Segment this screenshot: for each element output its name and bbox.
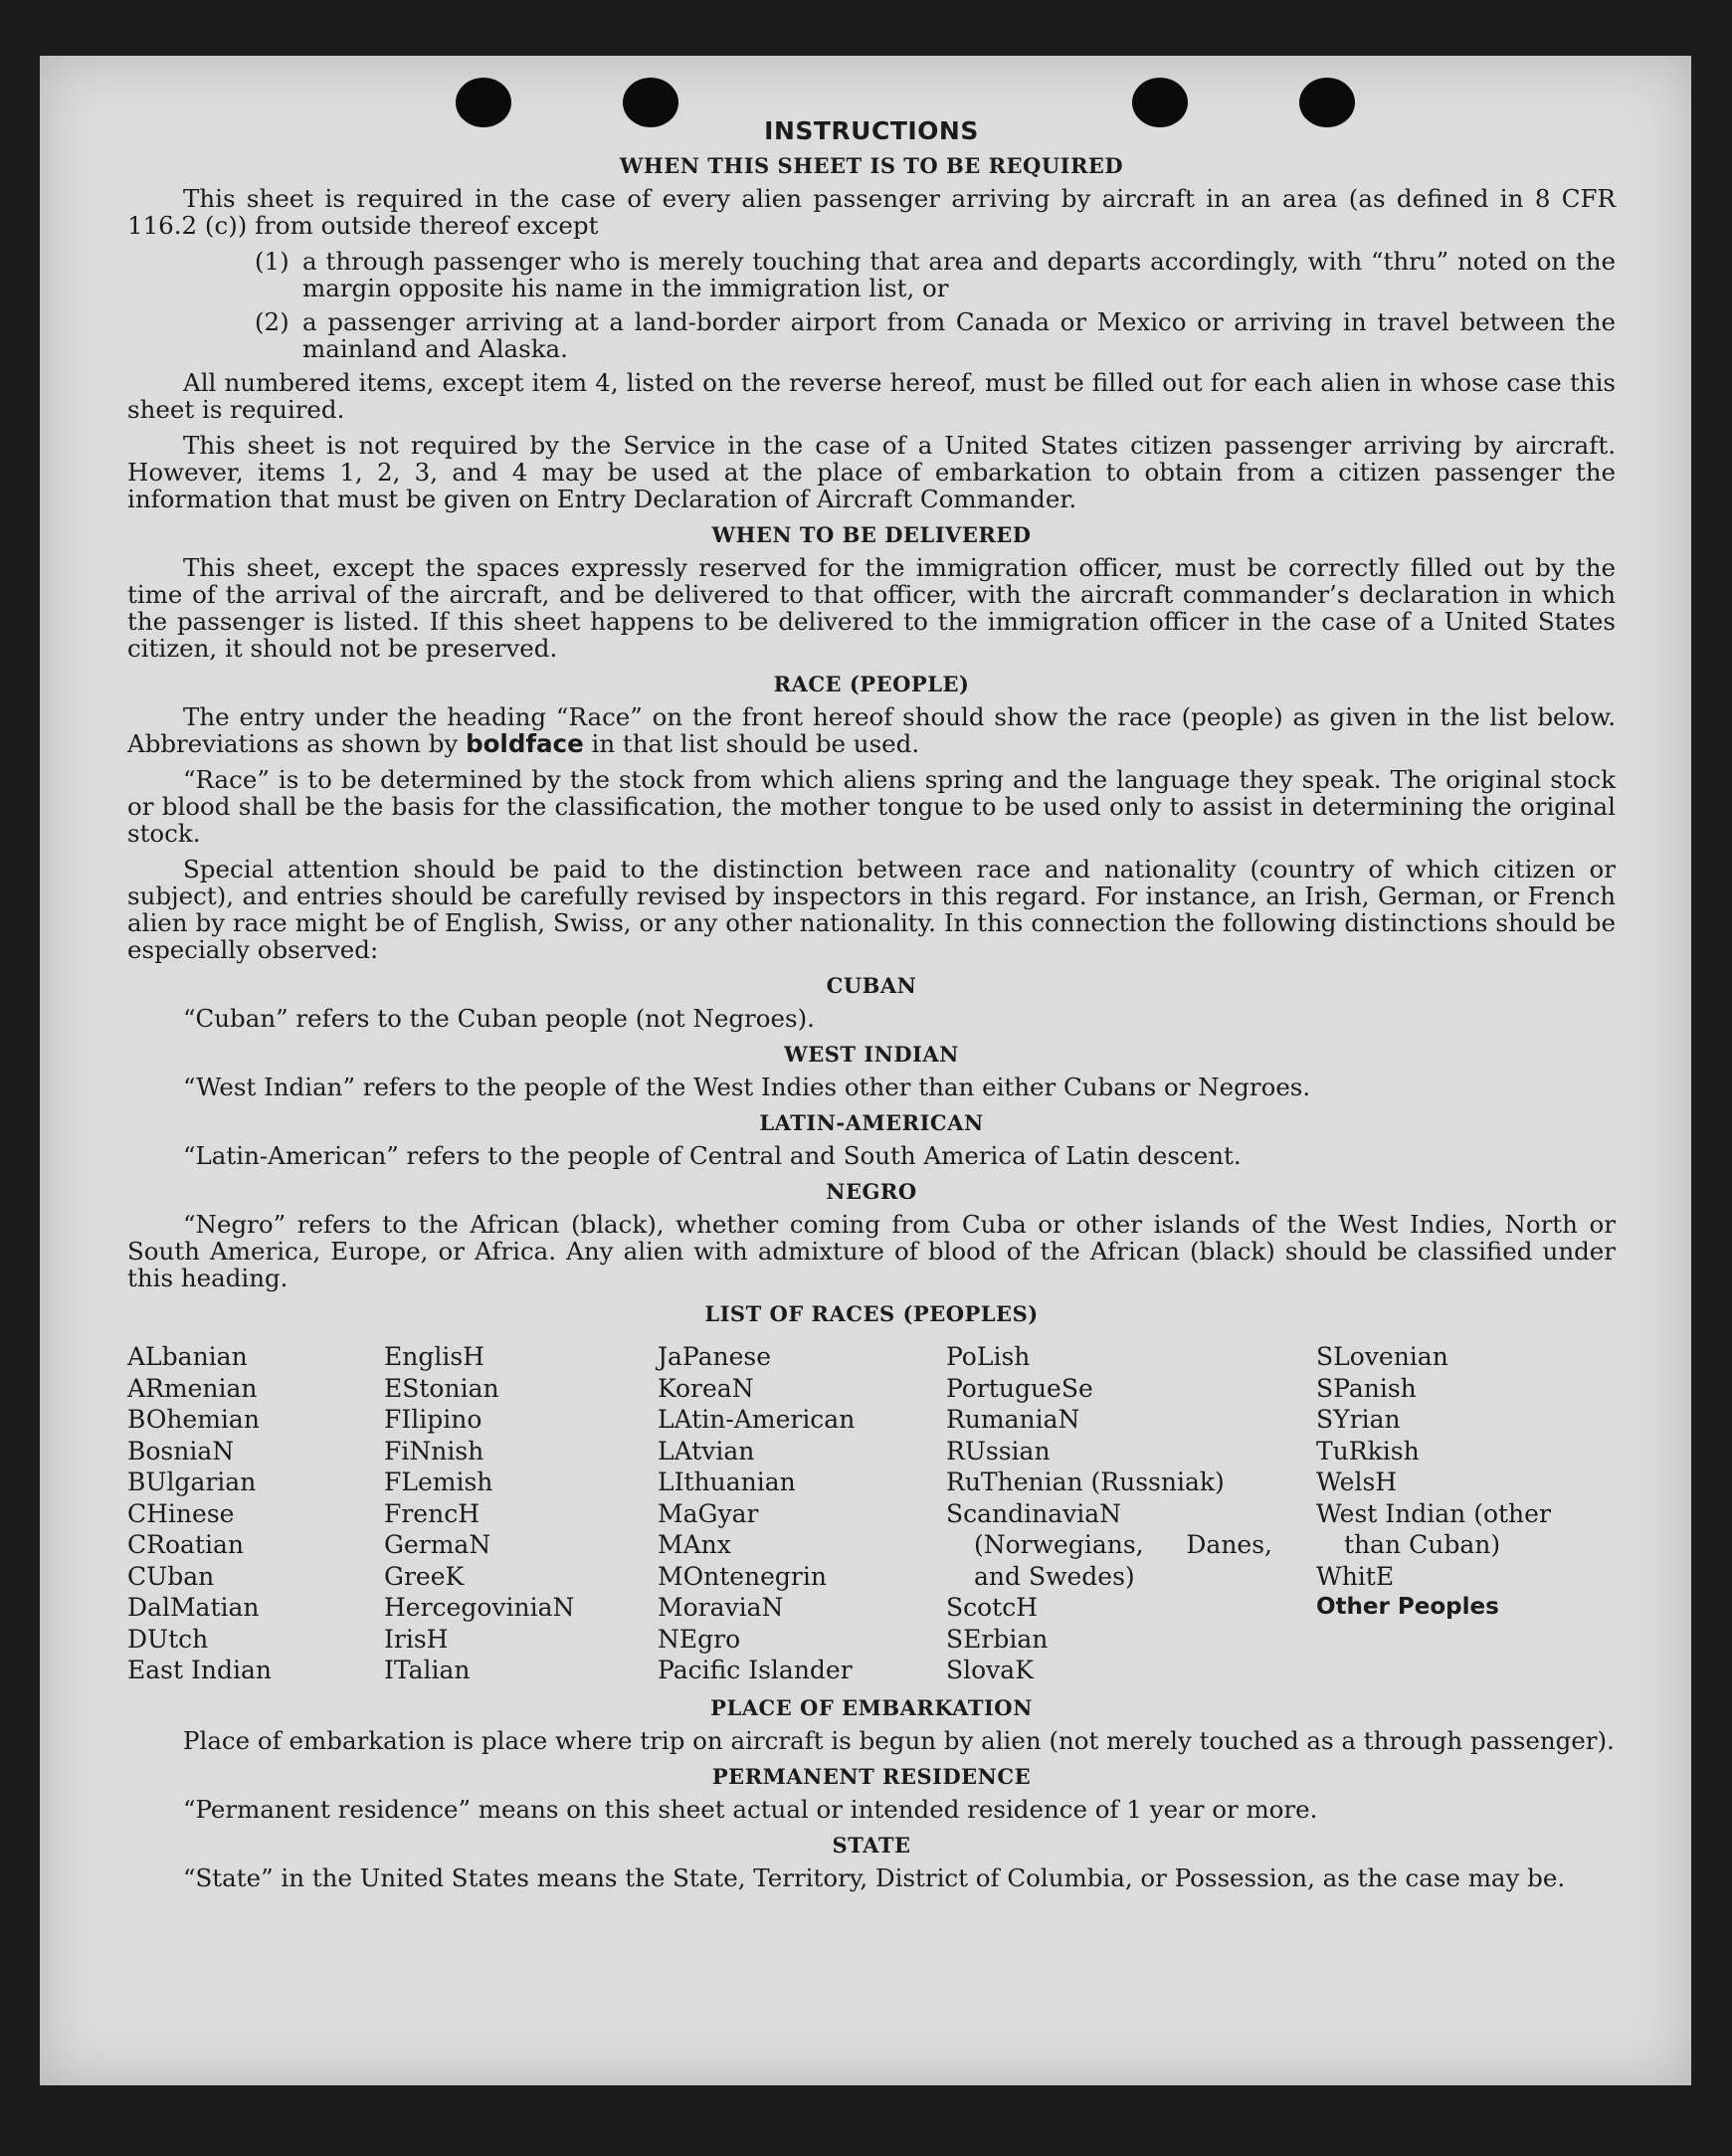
race-entry: East Indian: [127, 1656, 272, 1684]
item-text: a through passenger who is merely touching that area and departs accordingly, with “thru” noted on the margin opposite his name in the immigration list, or: [302, 247, 1616, 302]
section-heading: NEGRO: [826, 1179, 917, 1204]
race-entry: FiNnish: [384, 1436, 484, 1466]
race-entry: SErbian: [946, 1624, 1049, 1654]
race-column: [127, 1341, 384, 1686]
race-entry: BOhemian: [127, 1405, 260, 1434]
race-entry: TuRkish: [1316, 1436, 1420, 1466]
text-run: in that list should be used.: [591, 729, 920, 758]
race-entry: WelsH: [1316, 1468, 1398, 1496]
item-number: (2): [255, 307, 289, 336]
race-list: [127, 1341, 1616, 1686]
paragraph: “Negro” refers to the African (black), whether coming from Cuba or other islands of the West Indies, North or South America, Europe, or Africa. Any alien with admixture of blood of the African (black) should be classified under this heading.: [127, 1210, 1616, 1292]
race-entry: DUtch: [127, 1624, 209, 1654]
race-entry: RUssian: [946, 1436, 1051, 1466]
race-entry: SlovaK: [946, 1656, 1034, 1684]
race-column: [1316, 1341, 1616, 1686]
race-column: [384, 1341, 658, 1686]
race-entry: DalMatian: [127, 1593, 260, 1622]
race-entry: RuThenian (Russniak): [946, 1468, 1225, 1496]
race-entry: SYrian: [1316, 1405, 1401, 1434]
race-entry: SLovenian: [1316, 1342, 1448, 1371]
paragraph: Special attention should be paid to the distinction between race and nationality (country of which citizen or subject), and entries should be carefully revised by inspectors in this regard. For instance, an Irish, German, or French alien by race might be of English, Swiss, or any other nationality. In this connection the following distinctions should be especially observed:: [127, 855, 1616, 964]
paragraph: This sheet is not required by the Service in the case of a United States citizen passenger arriving by aircraft. However, items 1, 2, 3, and 4 may be used at the place of embarkation to obtain from a citizen passenger the information that must be given on Entry Declaration of Aircraft Commander.: [127, 431, 1616, 513]
paragraph: This sheet, except the spaces expressly reserved for the immigration officer, must be correctly filled out by the time of the arrival of the aircraft, and be delivered to that officer, with the aircraft commander’s declaration in which the passenger is listed. If this sheet happens to be delivered to the immigration officer in the case of a United States citizen, it should not be preserved.: [127, 553, 1616, 663]
race-entry: CRoatian: [127, 1530, 244, 1559]
paragraph: [127, 703, 1616, 757]
section-heading: CUBAN: [826, 973, 917, 998]
boldface-word: boldface: [466, 729, 584, 758]
race-entry: HercegoviniaN: [384, 1593, 575, 1622]
race-entry: ScandinaviaN (Norwegians, Danes, and Swedes): [946, 1498, 1272, 1591]
race-entry: WhitE: [1316, 1561, 1395, 1591]
race-entry: ARmenian: [127, 1373, 258, 1403]
paragraph: “Cuban” refers to the Cuban people (not Negroes).: [183, 1004, 815, 1033]
item-text: a passenger arriving at a land-border airport from Canada or Mexico or arriving in travel between the mainland and Alaska.: [302, 307, 1616, 363]
race-entry: ScotcH: [946, 1593, 1039, 1622]
race-entry: Pacific Islander: [658, 1656, 853, 1684]
numbered-item: [127, 308, 1616, 362]
paragraph: Place of embarkation is place where trip on aircraft is begun by alien (not merely touched as a through passenger).: [183, 1725, 1615, 1755]
race-entry: PortugueSe: [946, 1373, 1093, 1403]
race-entry: FrencH: [384, 1498, 480, 1528]
race-entry: CUban: [127, 1561, 215, 1591]
race-entry: RumaniaN: [946, 1405, 1080, 1434]
race-entry: LAtin-American: [658, 1405, 856, 1434]
paragraph: “Race” is to be determined by the stock from which aliens spring and the language they speak. The original stock or blood shall be the basis for the classification, the mother tongue to be used only to assist in determining the original stock.: [127, 765, 1616, 848]
item-number: (1): [255, 247, 289, 276]
section-heading: WHEN TO BE DELIVERED: [711, 522, 1032, 547]
race-entry: SPanish: [1316, 1373, 1417, 1403]
text-run: The entry under the heading “Race” on the front hereof should show the race (people) as given in the list below. Abbreviations as shown by: [127, 702, 1616, 758]
race-entry: GreeK: [384, 1561, 465, 1591]
race-entry: West Indian (other than Cuban): [1316, 1498, 1551, 1559]
race-entry: IrisH: [384, 1624, 449, 1654]
race-entry: PoLish: [946, 1342, 1031, 1371]
page-title: INSTRUCTIONS: [764, 116, 979, 145]
race-column: [658, 1341, 946, 1686]
race-entry: MAnx: [658, 1530, 731, 1559]
section-heading: RACE (PEOPLE): [773, 672, 970, 696]
paragraph: All numbered items, except item 4, listed on the reverse hereof, must be filled out for each alien in whose case this sheet is required.: [127, 368, 1616, 424]
paragraph: “West Indian” refers to the people of the West Indies other than either Cubans or Negroes.: [183, 1073, 1311, 1101]
race-entry: MOntenegrin: [658, 1561, 827, 1591]
paragraph: “State” in the United States means the State, Territory, District of Columbia, or Possession, as the case may be.: [183, 1862, 1566, 1892]
race-entry: LAtvian: [658, 1436, 755, 1466]
section-heading: WHEN THIS SHEET IS TO BE REQUIRED: [619, 153, 1124, 178]
paragraph: “Latin-American” refers to the people of Central and South America of Latin descent.: [183, 1141, 1242, 1170]
race-column: [946, 1341, 1316, 1686]
race-entry: FIlipino: [384, 1405, 482, 1434]
section-heading: LATIN-AMERICAN: [759, 1110, 984, 1135]
race-entry: JaPanese: [658, 1342, 772, 1371]
numbered-item: [127, 248, 1616, 301]
race-entry: ITalian: [384, 1656, 471, 1684]
race-entry: MaGyar: [658, 1498, 759, 1528]
paragraph: “Permanent residence” means on this sheet actual or intended residence of 1 year or more.: [183, 1794, 1318, 1824]
document-content: [127, 60, 1616, 1900]
section-heading: PLACE OF EMBARKATION: [710, 1694, 1033, 1720]
race-entry: NEgro: [658, 1624, 741, 1654]
race-entry: LIthuanian: [658, 1468, 796, 1496]
paragraph: This sheet is required in the case of every alien passenger arriving by aircraft in an area (as defined in 8 CFR 116.2 (c)) from outside thereof except: [127, 184, 1616, 240]
race-entry: Other Peoples: [1316, 1594, 1499, 1620]
race-entry: KoreaN: [658, 1373, 754, 1403]
race-entry: EnglisH: [384, 1342, 484, 1371]
race-entry: CHinese: [127, 1498, 235, 1528]
section-heading: WEST INDIAN: [784, 1042, 959, 1067]
race-entry: FLemish: [384, 1468, 493, 1496]
race-entry: BosniaN: [127, 1436, 235, 1466]
race-entry: GermaN: [384, 1530, 491, 1559]
race-entry: ALbanian: [127, 1342, 248, 1371]
section-heading: PERMANENT RESIDENCE: [711, 1763, 1032, 1789]
race-entry: EStonian: [384, 1373, 499, 1403]
race-entry: MoraviaN: [658, 1593, 784, 1622]
race-entry: BUlgarian: [127, 1468, 257, 1496]
section-heading: STATE: [832, 1832, 911, 1858]
section-heading: LIST OF RACES (PEOPLES): [704, 1301, 1039, 1326]
